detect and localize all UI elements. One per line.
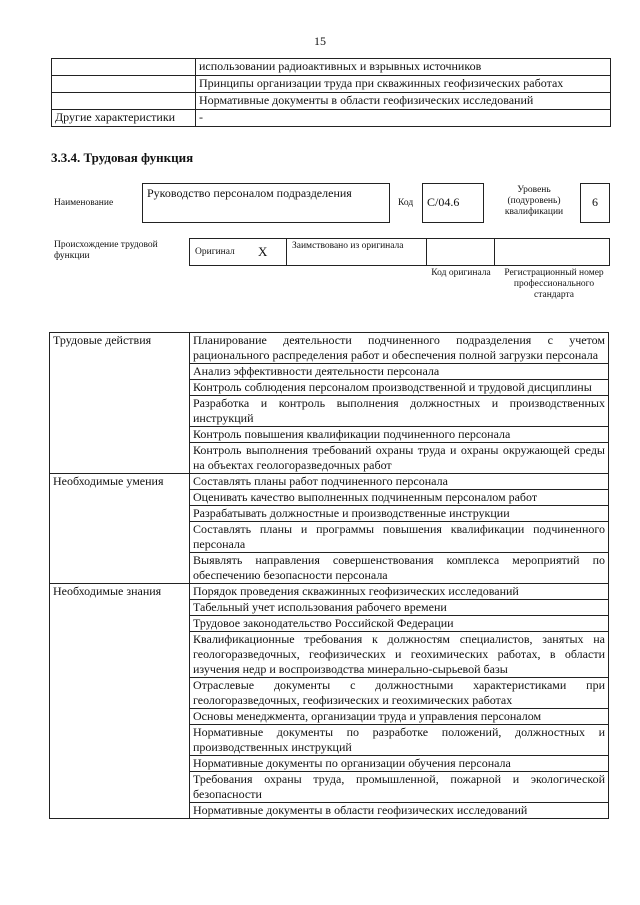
table-cell: Нормативные документы по разработке положений, должностных и производственных инструкций	[190, 725, 609, 756]
table-cell: Нормативные документы в области геофизических исследований	[190, 803, 609, 819]
table-cell: Табельный учет использования рабочего времени	[190, 600, 609, 616]
main-table	[49, 332, 609, 819]
table-cell: Отраслевые документы с должностными характеристиками при геологоразведочных, геофизических и геохимических работах	[190, 678, 609, 709]
original-mark: X	[258, 244, 268, 259]
table-cell-text: -	[196, 110, 611, 127]
table-cell: Составлять планы и программы повышения квалификации подчиненного персонала	[190, 522, 609, 553]
name-value: Руководство персоналом подразделения	[142, 183, 390, 223]
section-title: 3.3.4. Трудовая функция	[51, 150, 194, 165]
origin-label: Происхождение трудовой функции	[54, 240, 158, 261]
table-cell: Выявлять направления совершенствования комплекса мероприятий по обеспечению безопасности персонала	[190, 553, 609, 584]
divider	[286, 238, 287, 266]
table-cell: Разработка и контроль выполнения должностных и производственных инструкций	[190, 396, 609, 427]
table-cell: Основы менеджмента, организации труда и управления персоналом	[190, 709, 609, 725]
table-cell: Разрабатывать должностные и производственные инструкции	[190, 506, 609, 522]
table-cell: Нормативные документы по организации обучения персонала	[190, 756, 609, 772]
table-cell-label: Другие характеристики	[52, 110, 196, 127]
level-value: 6	[580, 183, 610, 223]
table-cell: Контроль соблюдения персоналом производственной и трудовой дисциплины	[190, 380, 609, 396]
table-row	[52, 110, 611, 127]
table-cell: Планирование деятельности подчиненного подразделения с учетом рационального распределения работ и обеспечения полной загрузки персонала	[190, 333, 609, 364]
code-original-caption: Код оригинала	[431, 268, 491, 278]
table-cell: Составлять планы работ подчиненного персонала	[190, 474, 609, 490]
table-row	[50, 474, 609, 490]
table-cell: Порядок проведения скважинных геофизических исследований	[190, 584, 609, 600]
table-cell-label	[52, 76, 196, 93]
table-cell-text: Принципы организации труда при скважинных геофизических работах	[196, 76, 611, 93]
table-cell: Анализ эффективности деятельности персонала	[190, 364, 609, 380]
table-row	[50, 584, 609, 600]
page-number: 15	[314, 34, 326, 48]
group-label-actions: Трудовые действия	[50, 333, 190, 474]
table-row	[52, 93, 611, 110]
table-cell: Трудовое законодательство Российской Федерации	[190, 616, 609, 632]
level-label: Уровень (подуровень) квалификации	[504, 185, 564, 217]
table-cell-text: Нормативные документы в области геофизических исследований	[196, 93, 611, 110]
table-row	[52, 59, 611, 76]
table-row	[52, 76, 611, 93]
table-cell: Оценивать качество выполненных подчиненным персоналом работ	[190, 490, 609, 506]
borrowed-label: Заимствовано из оригинала	[292, 241, 404, 251]
group-label-knowledge: Необходимые знания	[50, 584, 190, 819]
table-cell: Контроль выполнения требований охраны труда и охраны окружающей среды на объектах геологоразведочных работ	[190, 443, 609, 474]
top-continuation-table	[51, 58, 611, 127]
table-cell-text: использовании радиоактивных и взрывных источников	[196, 59, 611, 76]
divider	[426, 238, 427, 266]
divider	[494, 238, 495, 266]
code-label: Код	[398, 198, 414, 208]
table-cell: Контроль повышения квалификации подчиненного персонала	[190, 427, 609, 443]
table-cell-label	[52, 93, 196, 110]
table-cell: Квалификационные требования к должностям специалистов, занятых на геологоразведочных, геофизических и геохимических работах, в области изучения недр и воспроизводства минерально-сырьевой базы	[190, 632, 609, 678]
original-label: Оригинал	[195, 247, 235, 257]
reg-number-caption: Регистрационный номер профессионального стандарта	[504, 268, 604, 300]
table-row	[50, 333, 609, 364]
table-cell-label	[52, 59, 196, 76]
table-cell: Требования охраны труда, промышленной, пожарной и экологической безопасности	[190, 772, 609, 803]
name-label: Наименование	[54, 198, 114, 208]
group-label-skills: Необходимые умения	[50, 474, 190, 584]
code-value: C/04.6	[422, 183, 484, 223]
